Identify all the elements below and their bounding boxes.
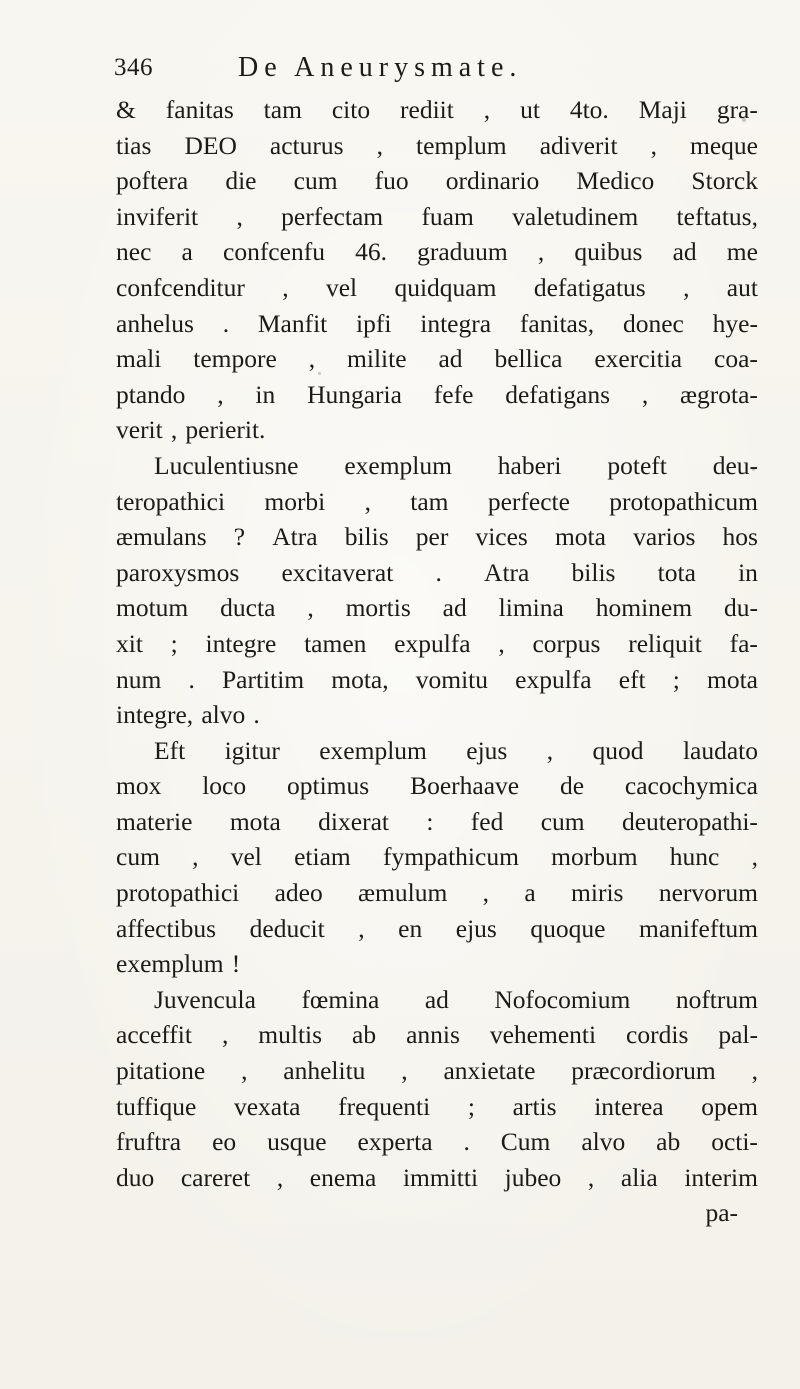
word: nervorum <box>658 878 758 908</box>
word: aut <box>726 272 758 302</box>
text-line <box>116 519 758 555</box>
word: bellica <box>494 344 563 374</box>
word: exemplum <box>116 949 224 979</box>
word: mota <box>229 806 281 836</box>
word: exemplum <box>319 735 427 765</box>
word: alvo <box>581 1127 626 1157</box>
word: interim <box>684 1162 758 1192</box>
word: ejus <box>466 735 508 765</box>
word: Luculentiusne <box>154 450 299 480</box>
word: quoque <box>530 913 606 943</box>
word: ejus <box>455 913 497 943</box>
word: per <box>415 522 449 552</box>
word: ab <box>352 1020 377 1050</box>
text-line <box>116 555 758 591</box>
word: vel <box>325 272 358 302</box>
word: 4to. <box>569 95 609 124</box>
word: cum <box>116 842 160 872</box>
word: teropathici <box>116 486 226 516</box>
word: haberi <box>497 450 562 480</box>
word: materie <box>116 806 193 836</box>
word: fanitas <box>165 95 234 124</box>
word: Atra <box>272 522 318 552</box>
word: vexata <box>233 1091 301 1121</box>
text-line <box>116 875 758 911</box>
word: frequenti <box>338 1091 431 1121</box>
word: 46. <box>355 237 387 267</box>
word: , <box>751 1056 758 1086</box>
word: , <box>358 913 365 943</box>
word: vices <box>475 522 528 552</box>
word: Hungaria <box>307 379 402 409</box>
word: . <box>188 664 195 694</box>
word: acturus <box>269 130 344 160</box>
word: immitti <box>402 1162 479 1192</box>
word: adiverit <box>539 130 618 160</box>
word: gra- <box>716 95 758 124</box>
word: , <box>308 344 316 374</box>
page-number: 346 <box>114 54 153 81</box>
word: Cum <box>500 1127 551 1157</box>
word: & <box>116 95 136 124</box>
word: laudato <box>682 735 758 765</box>
word: motum <box>116 593 189 623</box>
word: Nofocomium <box>494 984 631 1014</box>
word: alia <box>620 1162 658 1192</box>
word: ? <box>233 522 246 552</box>
body-text <box>116 92 758 1231</box>
word: , <box>276 1162 284 1192</box>
word: morbum <box>551 842 638 872</box>
word: xit <box>116 628 143 658</box>
word: , <box>483 95 491 124</box>
word: ægrota- <box>680 379 758 409</box>
word: expulfa <box>394 628 471 658</box>
word: loco <box>202 771 247 801</box>
word: quod <box>592 735 644 765</box>
word: , <box>221 1020 229 1050</box>
word: mortis <box>345 593 411 623</box>
word: optimus <box>287 771 370 801</box>
word: reliquit <box>628 628 702 658</box>
word: pitatione <box>116 1056 206 1086</box>
word: Medico <box>576 166 655 196</box>
word: ad <box>442 593 467 623</box>
text-line <box>116 1160 758 1196</box>
word: meque <box>690 130 758 160</box>
word: hos <box>722 522 758 552</box>
word: corpus <box>532 628 601 658</box>
word: , <box>217 379 224 409</box>
word: DEO <box>184 130 237 160</box>
word: exemplum <box>344 450 452 480</box>
word: dixerat <box>318 806 389 836</box>
word: Juvencula <box>154 984 256 1014</box>
word: fanitas, <box>519 308 595 338</box>
word: limina <box>498 593 564 623</box>
word: multis <box>258 1020 323 1050</box>
word: defatigatus <box>533 272 646 302</box>
word: : <box>426 806 434 836</box>
word: defatigans <box>505 379 610 409</box>
word: anhelus <box>116 308 194 338</box>
text-line <box>116 1195 758 1231</box>
word: in <box>255 379 276 409</box>
text-line <box>116 982 758 1018</box>
word: poftera <box>116 166 189 196</box>
word: morbi <box>264 486 326 516</box>
word: milite <box>347 344 407 374</box>
word: , <box>401 1056 408 1086</box>
word: fuo <box>374 166 409 196</box>
word: æmulum <box>358 878 448 908</box>
word: perierit. <box>185 415 266 445</box>
word: ut <box>520 95 540 124</box>
text-line <box>116 839 758 875</box>
word: coa- <box>714 344 758 374</box>
word: en <box>398 913 423 943</box>
word: pa- <box>705 1198 738 1228</box>
text-line <box>116 270 758 306</box>
word: ; <box>467 1091 475 1121</box>
word: inviferit <box>116 201 199 231</box>
word: fœmina <box>301 984 380 1014</box>
word: etiam <box>294 842 351 872</box>
word: , <box>587 1162 595 1192</box>
paper-speck <box>752 468 755 471</box>
word: pal- <box>718 1020 758 1050</box>
text-line <box>116 92 758 128</box>
word: hominem <box>595 593 693 623</box>
word: artis <box>512 1091 557 1121</box>
word: protopathicum <box>609 486 758 516</box>
word: , <box>498 628 505 658</box>
word: Maji <box>638 95 687 124</box>
text-line <box>116 1017 758 1053</box>
word: tempore <box>193 344 277 374</box>
word: donec <box>622 308 684 338</box>
word: exercitia <box>594 344 683 374</box>
word: mota, <box>331 664 389 694</box>
word: duo <box>116 1162 155 1192</box>
word: , <box>364 486 371 516</box>
word: ad <box>438 344 463 374</box>
word: affectibus <box>116 913 217 943</box>
word: ! <box>231 949 241 979</box>
word: integra <box>420 308 492 338</box>
word: æmulans <box>116 522 207 552</box>
word: ordinario <box>445 166 540 196</box>
word: deducit <box>249 913 325 943</box>
word: eo <box>212 1127 237 1157</box>
word: bilis <box>571 557 616 587</box>
text-line <box>116 626 758 662</box>
word: opem <box>701 1091 758 1121</box>
text-line <box>116 768 758 804</box>
word: hye- <box>712 308 758 338</box>
word: , <box>236 201 243 231</box>
text-line <box>116 590 758 626</box>
word: . <box>435 557 442 587</box>
word: vomitu <box>415 664 489 694</box>
word: poteft <box>607 450 667 480</box>
word: nec <box>116 237 152 267</box>
word: Boerhaave <box>410 771 520 801</box>
text-line <box>116 128 758 164</box>
word: . <box>253 700 260 730</box>
word: confcenfu <box>223 237 325 267</box>
word: ptando <box>116 379 186 409</box>
word: quibus <box>574 237 643 267</box>
text-line <box>116 306 758 342</box>
word: eft <box>618 664 646 694</box>
word: , <box>282 272 289 302</box>
word: deu- <box>712 450 758 480</box>
text-line <box>116 412 758 448</box>
text-line <box>116 199 758 235</box>
word: a <box>181 237 193 267</box>
paper-speck <box>742 118 746 122</box>
text-line <box>116 377 758 413</box>
word: tota <box>657 557 696 587</box>
word: , <box>751 842 758 872</box>
text-line <box>116 911 758 947</box>
word: paroxysmos <box>116 557 240 587</box>
word: me <box>726 237 758 267</box>
word: usque <box>267 1127 327 1157</box>
word: teftatus, <box>676 201 758 231</box>
word: templum <box>415 130 507 160</box>
word: tam <box>410 486 449 516</box>
text-line <box>116 234 758 270</box>
text-line <box>116 804 758 840</box>
word: tias <box>116 130 152 160</box>
word: Eft <box>154 735 186 765</box>
word: hunc <box>669 842 720 872</box>
word: ; <box>672 664 680 694</box>
word: noftrum <box>675 984 758 1014</box>
paper-speck <box>318 372 321 375</box>
word: num <box>116 664 162 694</box>
word: excitaverat <box>281 557 394 587</box>
word: Manfit <box>257 308 328 338</box>
word: cacochymica <box>624 771 758 801</box>
word: quidquam <box>394 272 497 302</box>
word: vel <box>230 842 262 872</box>
word: in <box>738 557 758 587</box>
text-line <box>116 1053 758 1089</box>
word: , <box>650 130 657 160</box>
word: , <box>170 415 178 445</box>
text-line <box>116 484 758 520</box>
word: valetudinem <box>512 201 639 231</box>
word: a <box>524 878 536 908</box>
word: integre, <box>116 700 194 730</box>
word: perfectam <box>281 201 384 231</box>
word: , <box>683 272 690 302</box>
word: fympathicum <box>382 842 519 872</box>
word: die <box>225 166 257 196</box>
word: mox <box>116 771 162 801</box>
word: deuteropathi- <box>621 806 758 836</box>
word: octi- <box>711 1127 758 1157</box>
text-line <box>116 662 758 698</box>
word: ipfi <box>356 308 392 338</box>
word: mota <box>707 664 758 694</box>
word: anxietate <box>443 1056 536 1086</box>
word: fuam <box>421 201 474 231</box>
word: interea <box>594 1091 664 1121</box>
word: confcenditur <box>116 272 245 302</box>
word: integre <box>205 628 277 658</box>
word: du- <box>723 593 758 623</box>
word: . <box>222 308 230 338</box>
word: , <box>641 379 649 409</box>
word: cito <box>331 95 371 124</box>
word: manifeftum <box>639 913 758 943</box>
text-line <box>116 341 758 377</box>
word: mota <box>554 522 606 552</box>
word: tuffique <box>116 1091 197 1121</box>
text-line <box>116 697 758 733</box>
word: annis <box>406 1020 460 1050</box>
word: anhelitu <box>283 1056 366 1086</box>
word: verit <box>116 415 163 445</box>
word: ducta <box>220 593 276 623</box>
word: protopathici <box>116 878 240 908</box>
word: vehementi <box>489 1020 597 1050</box>
word: ad <box>424 984 449 1014</box>
word: graduum <box>417 237 508 267</box>
word: , <box>376 130 383 160</box>
word: igitur <box>224 735 280 765</box>
word: expulfa <box>515 664 592 694</box>
word: præcordiorum <box>571 1056 716 1086</box>
word: Partitim <box>221 664 305 694</box>
word: cum <box>293 166 338 196</box>
word: mali <box>116 344 162 374</box>
word: jubeo <box>504 1162 562 1192</box>
word: Atra <box>484 557 530 587</box>
text-line <box>116 946 758 982</box>
word: fruftra <box>116 1127 182 1157</box>
word: miris <box>571 878 624 908</box>
word: careret <box>180 1162 251 1192</box>
text-line <box>116 163 758 199</box>
word: varios <box>633 522 696 552</box>
word: , <box>537 237 545 267</box>
word: ab <box>656 1127 681 1157</box>
word: , <box>546 735 554 765</box>
word: bilis <box>344 522 389 552</box>
word: rediit <box>400 95 454 124</box>
word: cum <box>540 806 585 836</box>
page-header <box>114 52 734 94</box>
word: cordis <box>626 1020 689 1050</box>
word: de <box>559 771 585 801</box>
word: adeo <box>274 878 323 908</box>
word: fed <box>470 806 504 836</box>
word: , <box>307 593 314 623</box>
word: enema <box>309 1162 377 1192</box>
word: experta <box>357 1127 433 1157</box>
word: tam <box>263 95 302 124</box>
running-title: De Aneurysmate. <box>238 52 523 83</box>
word: alvo <box>201 700 246 730</box>
word: Storck <box>691 166 758 196</box>
word: fefe <box>433 379 474 409</box>
word: , <box>482 878 490 908</box>
text-line <box>116 733 758 769</box>
text-line <box>116 448 758 484</box>
text-line <box>116 1089 758 1125</box>
word: fa- <box>729 628 758 658</box>
word: tamen <box>304 628 367 658</box>
word: ad <box>672 237 697 267</box>
word: . <box>463 1127 470 1157</box>
word: , <box>192 842 199 872</box>
text-line <box>116 1124 758 1160</box>
word: perfecte <box>487 486 570 516</box>
word: ; <box>170 628 178 658</box>
word: acceffit <box>116 1020 192 1050</box>
word: , <box>241 1056 248 1086</box>
